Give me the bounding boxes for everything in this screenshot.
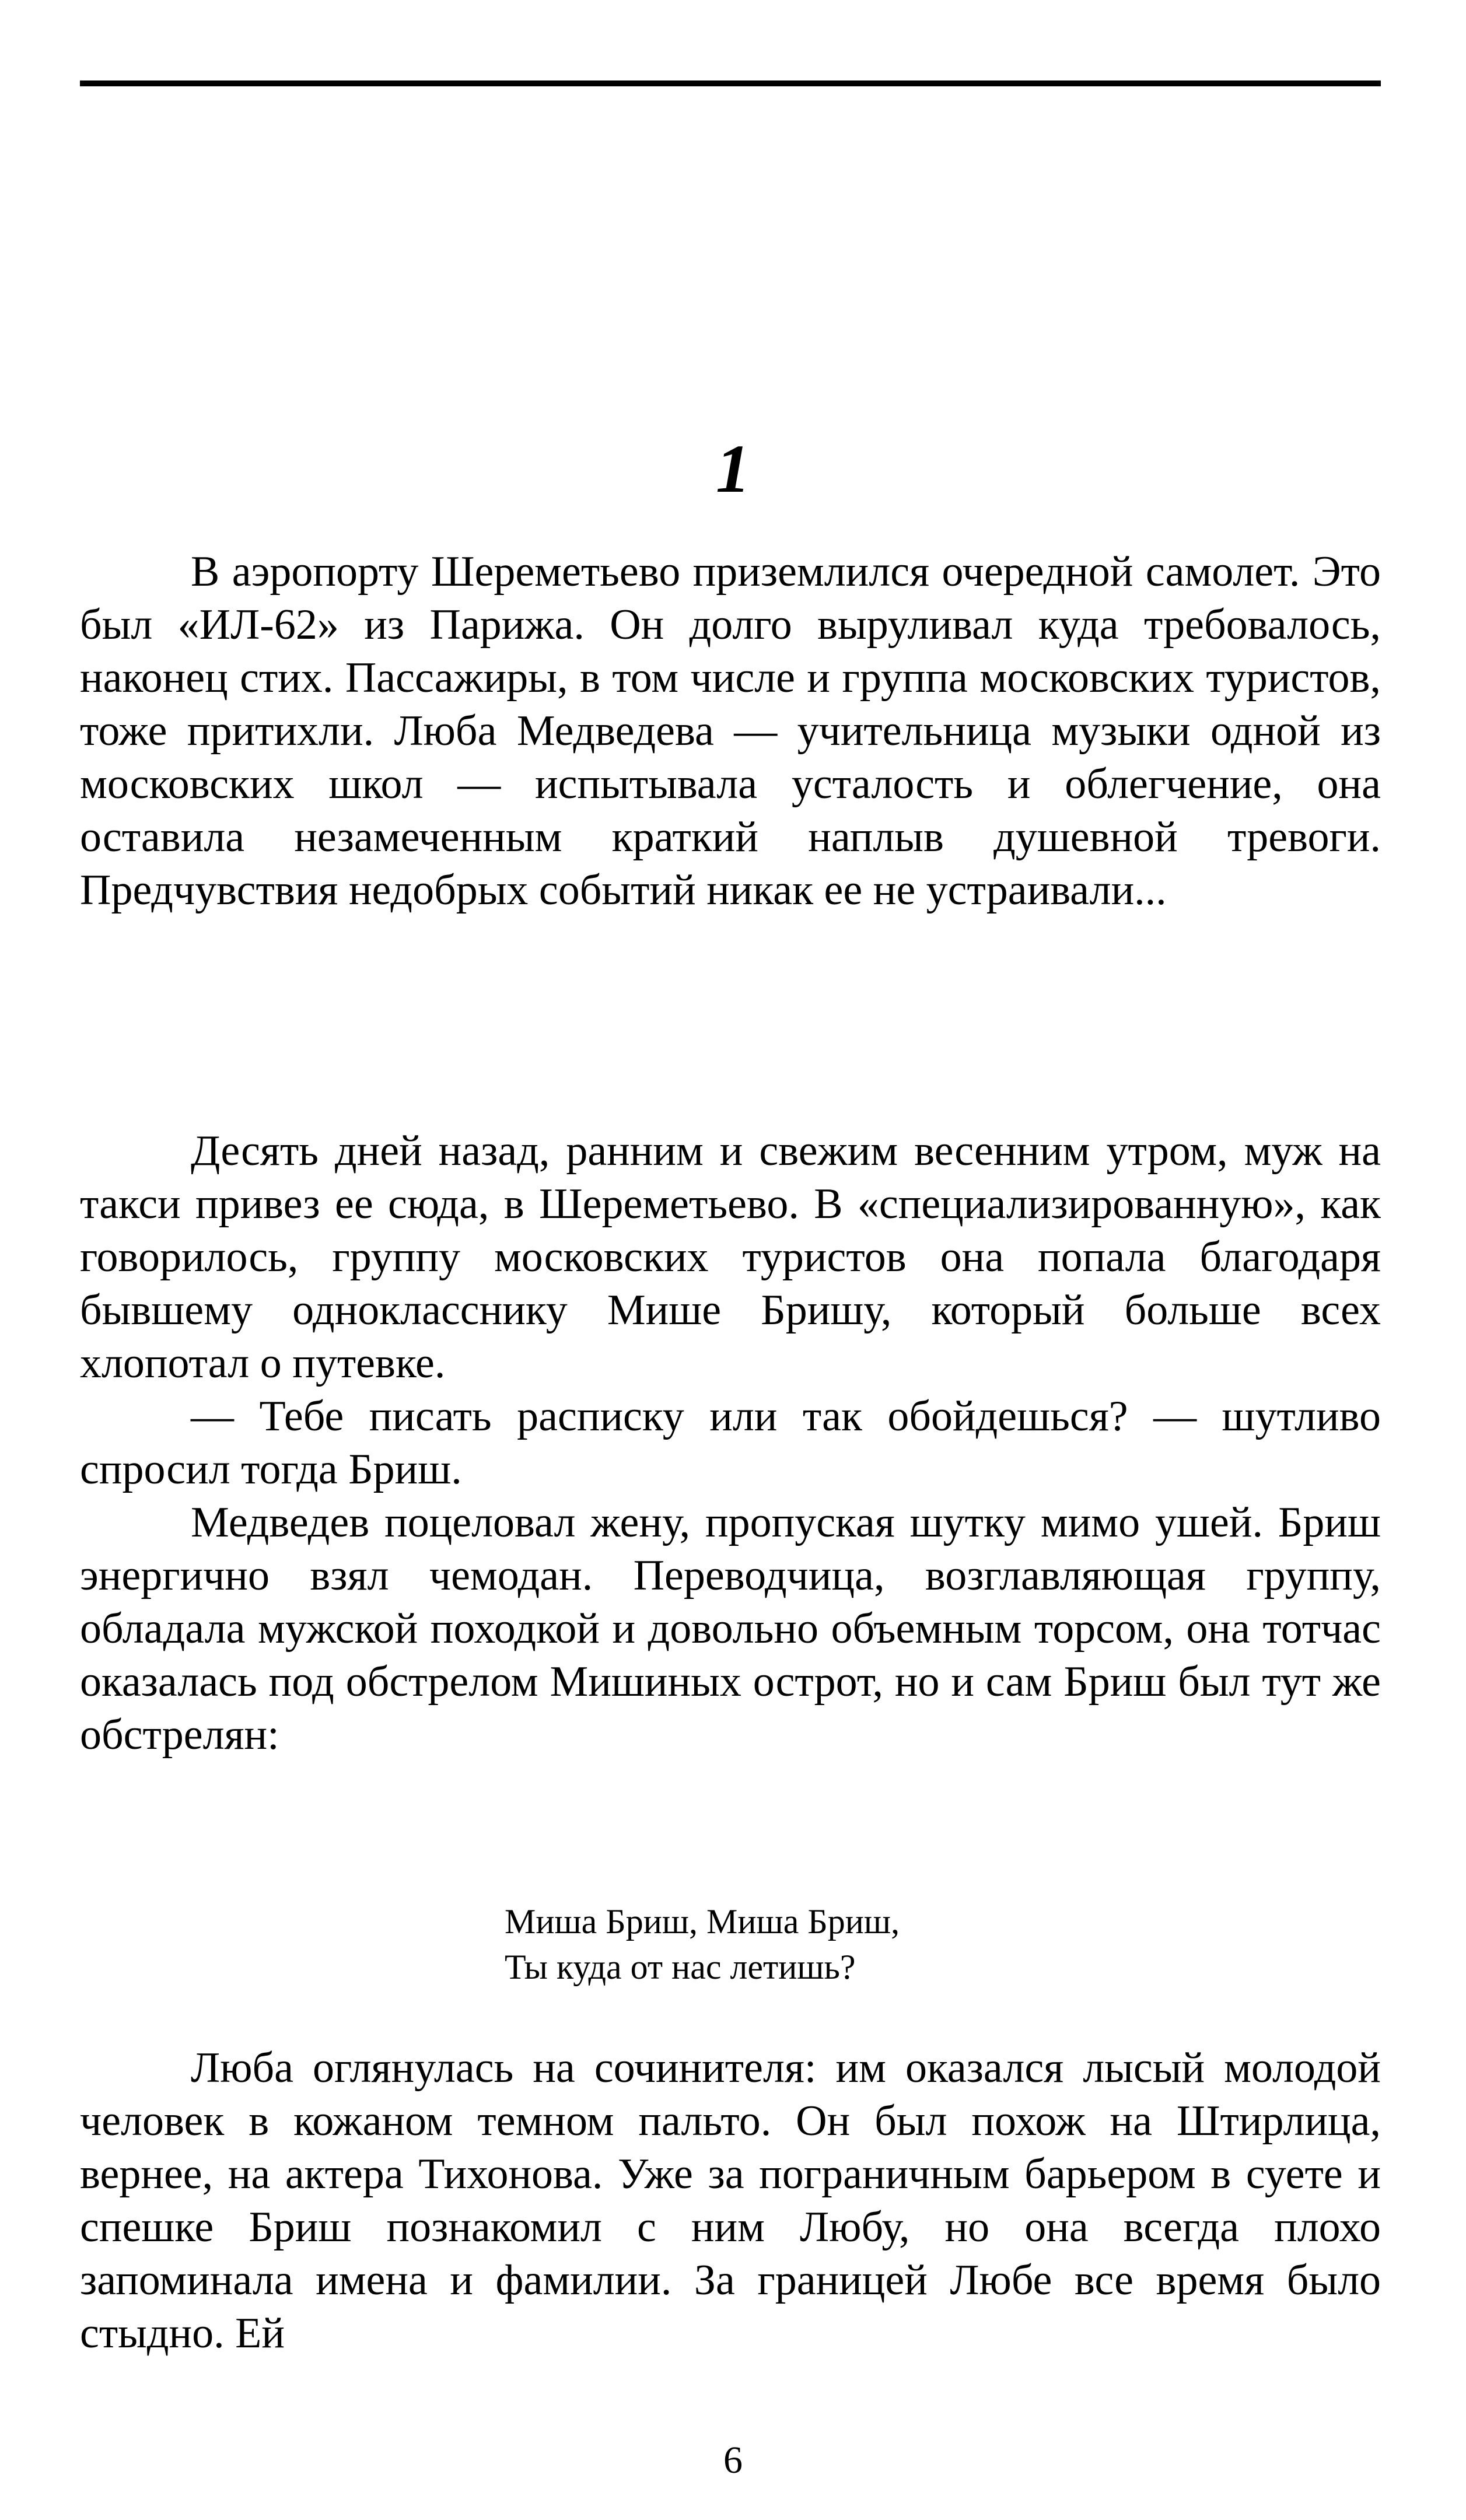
paragraph: Люба оглянулась на сочинителя: им оказался лысый молодой человек в кожаном темном пальто. Он был похож на Штирлица, вернее, на актера Тихонова. Уже за пограничным барьером в суете и спешке Бриш познакомил с ним Любу, но она всегда плохо запоминала имена и фамилии. За границей Любе все время было стыдно. Ей: [80, 2044, 1381, 2357]
paragraph: В аэропорту Шереметьево приземлился очередной самолет. Это был «ИЛ-62» из Парижа. Он долго выруливал куда требовалось, наконец стих. Пассажиры, в том числе и группа московских туристов, тоже притихли. Люба Медведева — учительница музыки одной из московских школ — испытывала усталость и облегчение, она оставила незамеченным краткий наплыв душевной тревоги. Предчувствия недобрых событий никак ее не устраивали...: [80, 548, 1381, 914]
section-2: [80, 1125, 1381, 1762]
verse: [505, 1899, 900, 1990]
paragraph: Медведев поцеловал жену, пропуская шутку мимо ушей. Бриш энергично взял чемодан. Переводчица, возглавляющая группу, обладала мужской походкой и довольно объемным торсом, она тотчас оказалась под обстрелом Мишиных острот, но и сам Бриш был тут же обстрелян:: [80, 1499, 1381, 1759]
section-3: [80, 2042, 1381, 2360]
page-number: 6: [723, 2439, 743, 2482]
top-rule: [80, 80, 1381, 86]
paragraph: Десять дней назад, ранним и свежим весенним утром, муж на такси привез ее сюда, в Шереметьево. В «специализированную», как говорилось, группу московских туристов она попала благодаря бывшему однокласснику Мише Бришу, который больше всех хлопотал о путевке.: [80, 1127, 1381, 1387]
verse-line: Ты куда от нас летишь?: [505, 1948, 856, 1986]
chapter-number: 1: [716, 430, 750, 507]
section-1: [80, 545, 1381, 917]
paragraph: — Тебе писать расписку или так обойдешься? — шутливо спросил тогда Бриш.: [80, 1392, 1381, 1493]
verse-line: Миша Бриш, Миша Бриш,: [505, 1902, 900, 1941]
